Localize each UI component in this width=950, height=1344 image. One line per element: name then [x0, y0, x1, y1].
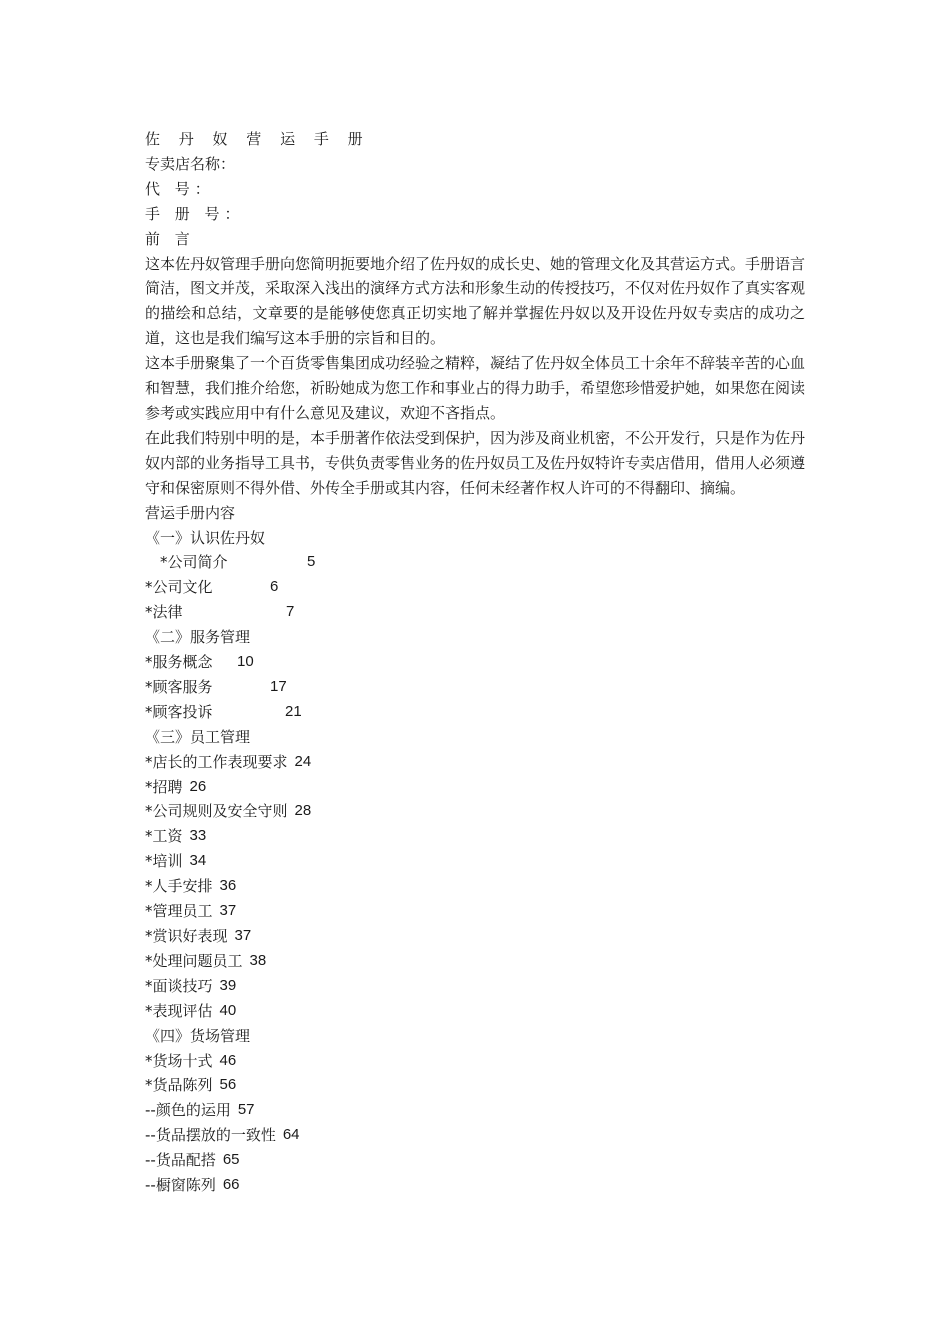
toc-entry: [145, 799, 805, 824]
toc-entry-page: 40: [219, 1001, 237, 1019]
toc-entry-page: 10: [237, 653, 254, 671]
toc-entry: [145, 675, 805, 700]
toc-entry-page: 36: [219, 877, 237, 895]
toc-entry: [145, 600, 805, 625]
toc-entry-label: --货品摆放的一致性: [145, 1126, 276, 1145]
toc-entry-label: *店长的工作表现要求: [145, 752, 288, 771]
toc-heading: 营运手册内容: [145, 503, 236, 522]
toc-entry-label: *法律: [145, 603, 183, 622]
toc-entry-label: --货品配搭: [145, 1151, 216, 1170]
toc-entry: [145, 1148, 805, 1173]
toc-entry-page: 56: [219, 1076, 237, 1094]
toc-entry-page: 5: [307, 553, 316, 571]
toc-entry: [145, 575, 805, 600]
toc-entry-page: 7: [286, 603, 295, 621]
toc-entry: [145, 874, 805, 899]
toc-entry-label: *培训: [145, 852, 183, 871]
toc-entry-label: *货场十式: [145, 1051, 213, 1070]
manual-title: 佐 丹 奴 营 运 手 册: [145, 130, 370, 148]
toc-entry: [145, 924, 805, 949]
toc-entry-label: *人手安排: [145, 877, 213, 896]
preface-paragraph-3: 在此我们特别中明的是，本手册著作依法受到保护，因为涉及商业机密，不公开发行，只是作为佐丹奴内部的业务指导工具书，专供负责零售业务的佐丹奴员工及佐丹奴特许专卖店借用，借用人必须遵守和保密原则不得外借、外传全手册或其内容，任何未经著作权人许可的不得翻印、摘编。: [145, 428, 806, 497]
preface-paragraph-1: 这本佐丹奴管理手册向您简明扼要地介绍了佐丹奴的成长史、她的管理文化及其营运方式。手册语言简洁，图文并茂，采取深入浅出的演绎方式方法和形象生动的传授技巧，不仅对佐丹奴作了真实客观的描绘和总结，文章要的是能够使您真正切实地了解并掌握佐丹奴以及开设佐丹奴专卖店的成功之道，这也是我们编写这本手册的宗旨和目的。: [145, 254, 806, 348]
toc-entry: [145, 650, 805, 675]
toc-entry-label: *工资: [145, 827, 183, 846]
toc-entry-label: *处理问题员工: [145, 951, 243, 970]
toc-entry-label: *公司简介: [160, 553, 228, 572]
toc-entry-page: 26: [189, 777, 207, 795]
toc-entry: [145, 899, 805, 924]
toc-entry-page: 28: [294, 802, 312, 820]
toc-entry-page: 37: [219, 902, 237, 920]
toc-entry-page: 65: [222, 1151, 240, 1169]
toc-entry-page: 64: [282, 1126, 300, 1144]
toc-entry-label: *赏识好表现: [145, 927, 228, 945]
toc-entry-label: *招聘: [145, 777, 183, 796]
toc-entry-page: 34: [189, 852, 207, 870]
toc-entry: [145, 974, 805, 999]
toc-entry-page: 21: [285, 702, 302, 720]
preface-heading: 前 言: [145, 229, 195, 248]
toc-entry: [145, 750, 805, 775]
toc-entry-label: --颜色的运用: [145, 1101, 231, 1120]
toc-entry: [145, 775, 805, 800]
toc-entry-label: *服务概念: [145, 653, 213, 672]
toc-entry-page: 33: [189, 827, 207, 845]
toc-entry-page: 46: [219, 1051, 237, 1069]
toc-entry: [145, 1073, 805, 1098]
toc-entry: [145, 1123, 805, 1148]
toc-entry: [145, 1049, 805, 1074]
toc-entry-label: *顾客投诉: [145, 702, 213, 721]
toc-entry: [145, 849, 805, 874]
toc-entry-page: 37: [234, 927, 252, 944]
toc-entry-page: 17: [270, 677, 287, 695]
preface-paragraph-2: 这本手册聚集了一个百货零售集团成功经验之精粹，凝结了佐丹奴全体员工十余年不辞装辛苦的心血和智慧，我们推介给您，祈盼她成为您工作和事业占的得力助手，希望您珍惜爱护她，如果您在阅读参考或实践应用中有什么意见及建议，欢迎不吝指点。: [145, 354, 806, 422]
toc-entry: [145, 550, 805, 575]
toc-section-title: 《二》服务管理: [145, 628, 251, 647]
toc-entry: [145, 700, 805, 725]
toc-entry-page: 38: [249, 951, 267, 969]
code-label: 代 号：: [145, 179, 215, 198]
toc-entry-label: --橱窗陈列: [145, 1176, 216, 1195]
toc-entry-page: 39: [219, 976, 237, 994]
toc-entry-label: *顾客服务: [145, 677, 213, 696]
toc-entry-page: 57: [237, 1101, 255, 1119]
toc-entry-page: 24: [294, 752, 312, 770]
toc-entry-label: *面谈技巧: [145, 976, 213, 995]
manual-number-label: 手 册 号：: [145, 204, 245, 223]
document-page: [145, 127, 805, 1198]
toc-entry-label: *表现评估: [145, 1001, 213, 1020]
toc-entry-page: 6: [270, 578, 279, 596]
toc-section-title: 《一》认识佐丹奴: [145, 528, 266, 547]
toc-section-title: 《四》货场管理: [145, 1026, 251, 1045]
toc-entry: [145, 949, 805, 974]
toc-entry-label: *管理员工: [145, 902, 213, 921]
toc-entry: [145, 1098, 805, 1123]
toc-entry-label: *公司规则及安全守则: [145, 802, 288, 821]
toc-entry-page: 66: [222, 1176, 240, 1194]
toc-section-title: 《三》员工管理: [145, 727, 251, 746]
toc-entry: [145, 999, 805, 1024]
toc-entry: [145, 824, 805, 849]
toc-entry: [145, 1173, 805, 1198]
toc-entry-label: *货品陈列: [145, 1076, 213, 1095]
store-name-label: 专卖店名称：: [145, 154, 236, 173]
toc-entry-label: *公司文化: [145, 578, 213, 597]
